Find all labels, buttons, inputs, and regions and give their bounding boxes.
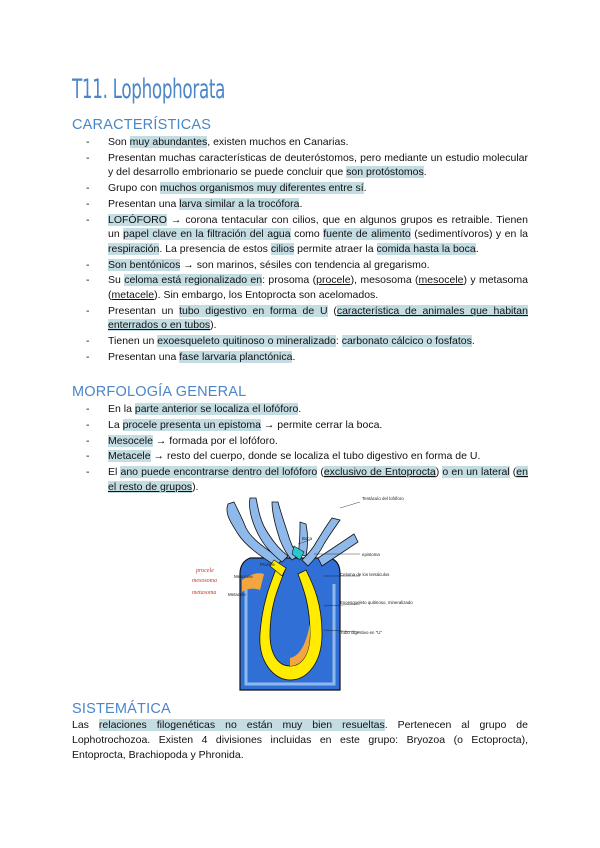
list-item: [72, 402, 528, 417]
text-run: .: [298, 403, 302, 415]
text-run: comida hasta la boca: [376, 242, 476, 255]
text-run: Tienen un: [108, 335, 158, 348]
text-run: ) y metasoma (: [108, 274, 528, 302]
text-run: permite atraer la: [294, 242, 377, 255]
list-item: [72, 151, 528, 180]
text-run: cilios: [270, 242, 295, 255]
text-run: : prosoma (: [262, 274, 317, 287]
text-run: Grupo con: [108, 182, 160, 195]
text-run: ). Sin embargo, los Entoprocta son acelomados.: [154, 289, 379, 302]
text-run: .: [363, 182, 367, 195]
text-run: → formada por el lofóforo.: [152, 434, 278, 447]
text-run: tubo digestivo en forma de U: [179, 304, 328, 317]
text-run: exoesqueleto quitinoso o mineralizado: [157, 335, 336, 348]
list-item: [72, 135, 528, 150]
text-run: Presentan muchas características de deuteróstomos, pero mediante un estudio molecular y del desarrollo embrionario se puede concluir que: [108, 151, 528, 179]
text-run: metacele: [111, 289, 155, 302]
label-mesocele: Mesocele: [234, 574, 253, 579]
text-run: .: [292, 351, 296, 363]
label-tentaculo: Tentáculo del lofóforo: [362, 496, 404, 501]
list-item: [72, 197, 528, 212]
label-celoma-tent: Celoma de los tentáculos: [340, 572, 390, 577]
text-run: exclusivo de Entoprocta: [323, 466, 436, 479]
text-run: (: [509, 466, 517, 479]
text-run: o en un lateral: [442, 466, 510, 479]
list-item: [72, 273, 528, 302]
hand-label-mesosoma: mesosoma: [192, 578, 217, 584]
text-run: procele: [316, 274, 351, 287]
text-run: ).: [210, 319, 217, 332]
text-run: Son: [108, 136, 130, 148]
text-run: :: [335, 335, 342, 348]
text-run: característica de animales que habitan enterrados o en tubos: [108, 304, 528, 332]
list-item: [72, 181, 528, 196]
list-item: [72, 434, 528, 449]
tentacles: [227, 498, 358, 566]
text-run: . La presencia de estos: [159, 242, 271, 255]
text-run: relaciones filogenéticas no están muy bien resueltas: [98, 719, 385, 731]
text-run: Mesocele: [108, 434, 153, 447]
text-run: .: [423, 166, 427, 179]
list-item: [72, 258, 528, 273]
text-run: celoma está regionalizado en: [124, 274, 263, 287]
text-run: → son marinos, sésiles con tendencia al gregarismo.: [180, 258, 430, 271]
text-run: .: [471, 335, 475, 348]
text-run: como: [290, 228, 324, 241]
text-run: Presentan un: [108, 304, 180, 317]
text-run: Las: [72, 719, 99, 731]
text-run: Su: [108, 274, 125, 287]
caracteristicas-list: [72, 135, 528, 366]
text-run: → corona tentacular con cilios, que en algunos grupos es retraible. Tienen un: [108, 213, 528, 241]
label-procele: Procele: [260, 562, 275, 567]
list-item: [72, 304, 528, 333]
page-title: T11. Lophophorata: [72, 74, 226, 105]
text-run: fuente de alimento: [323, 228, 411, 241]
list-item: [72, 350, 528, 365]
text-run: (: [317, 466, 324, 479]
text-run: (: [327, 304, 337, 317]
text-run: ), mesosoma (: [350, 274, 419, 287]
text-run: ano puede encontrarse dentro del lofóforo: [120, 466, 318, 479]
morfologia-list: [72, 402, 528, 496]
text-run: respiración: [108, 242, 160, 255]
text-run: larva similar a la trocófora: [179, 197, 300, 210]
hand-label-metasoma: metasoma: [192, 590, 217, 596]
label-tubo: Tubo digestivo en "U": [340, 630, 383, 635]
text-run: muchos organismos muy diferentes entre sí: [159, 182, 364, 195]
heading-sistematica: SISTEMÁTICA: [72, 701, 171, 717]
text-run: son protóstomos: [346, 166, 424, 179]
label-epistoma: epistoma: [362, 552, 380, 557]
text-run: El: [108, 466, 121, 479]
text-run: muy abundantes: [129, 136, 208, 148]
text-run: La: [108, 418, 123, 431]
text-run: procele presenta un epistoma: [122, 418, 261, 431]
text-run: ): [435, 466, 443, 479]
heading-morfologia: MORFOLOGÍA GENERAL: [72, 384, 247, 400]
text-run: Presentan una: [108, 351, 180, 363]
text-run: . Pertenecen al grupo de Lophotrochozoa. Existen 4 divisiones incluidas en este grupo: Bryozoa (o Ectoprocta), Entoprocta, Brachiopoda y Phronida.: [72, 719, 528, 761]
text-run: parte anterior se localiza el lofóforo: [134, 403, 299, 415]
list-item: [72, 213, 528, 257]
list-item: [72, 334, 528, 349]
text-run: mesocele: [418, 274, 464, 287]
text-run: → resto del cuerpo, donde se localiza el tubo digestivo en forma de U.: [150, 450, 481, 463]
list-item: [72, 465, 528, 494]
text-run: → permite cerrar la boca.: [260, 418, 383, 431]
text-run: Metacele: [108, 450, 151, 463]
text-run: LOFÓFORO: [108, 213, 167, 226]
label-exoesqueleto: Exoesqueleto quitinoso, mineralizado: [340, 600, 413, 605]
hand-label-procele: procele: [196, 568, 214, 574]
text-run: .: [475, 242, 479, 255]
label-boca: Boca: [302, 536, 313, 541]
text-run: Son bentónicos: [108, 258, 181, 271]
text-run: (sedimentívoros) y en la: [410, 228, 528, 241]
list-item: [72, 449, 528, 464]
text-run: ).: [192, 480, 199, 493]
text-run: en el resto de grupos: [108, 466, 528, 493]
text-run: carbonato cálcico o fosfatos: [341, 335, 472, 348]
lophophore-diagram: [190, 494, 413, 696]
label-metacele: Metacele: [228, 592, 246, 597]
sistematica-paragraph: [72, 718, 528, 763]
text-run: .: [299, 197, 303, 210]
text-run: fase larvaria planctónica: [179, 351, 293, 363]
text-run: , existen muchos en Canarias.: [207, 136, 349, 148]
list-item: [72, 418, 528, 433]
heading-caracteristicas: CARACTERÍSTICAS: [72, 117, 212, 133]
text-run: En la: [108, 403, 135, 415]
text-run: papel clave en la filtración del agua: [123, 228, 291, 241]
text-run: Presentan una: [108, 197, 180, 210]
